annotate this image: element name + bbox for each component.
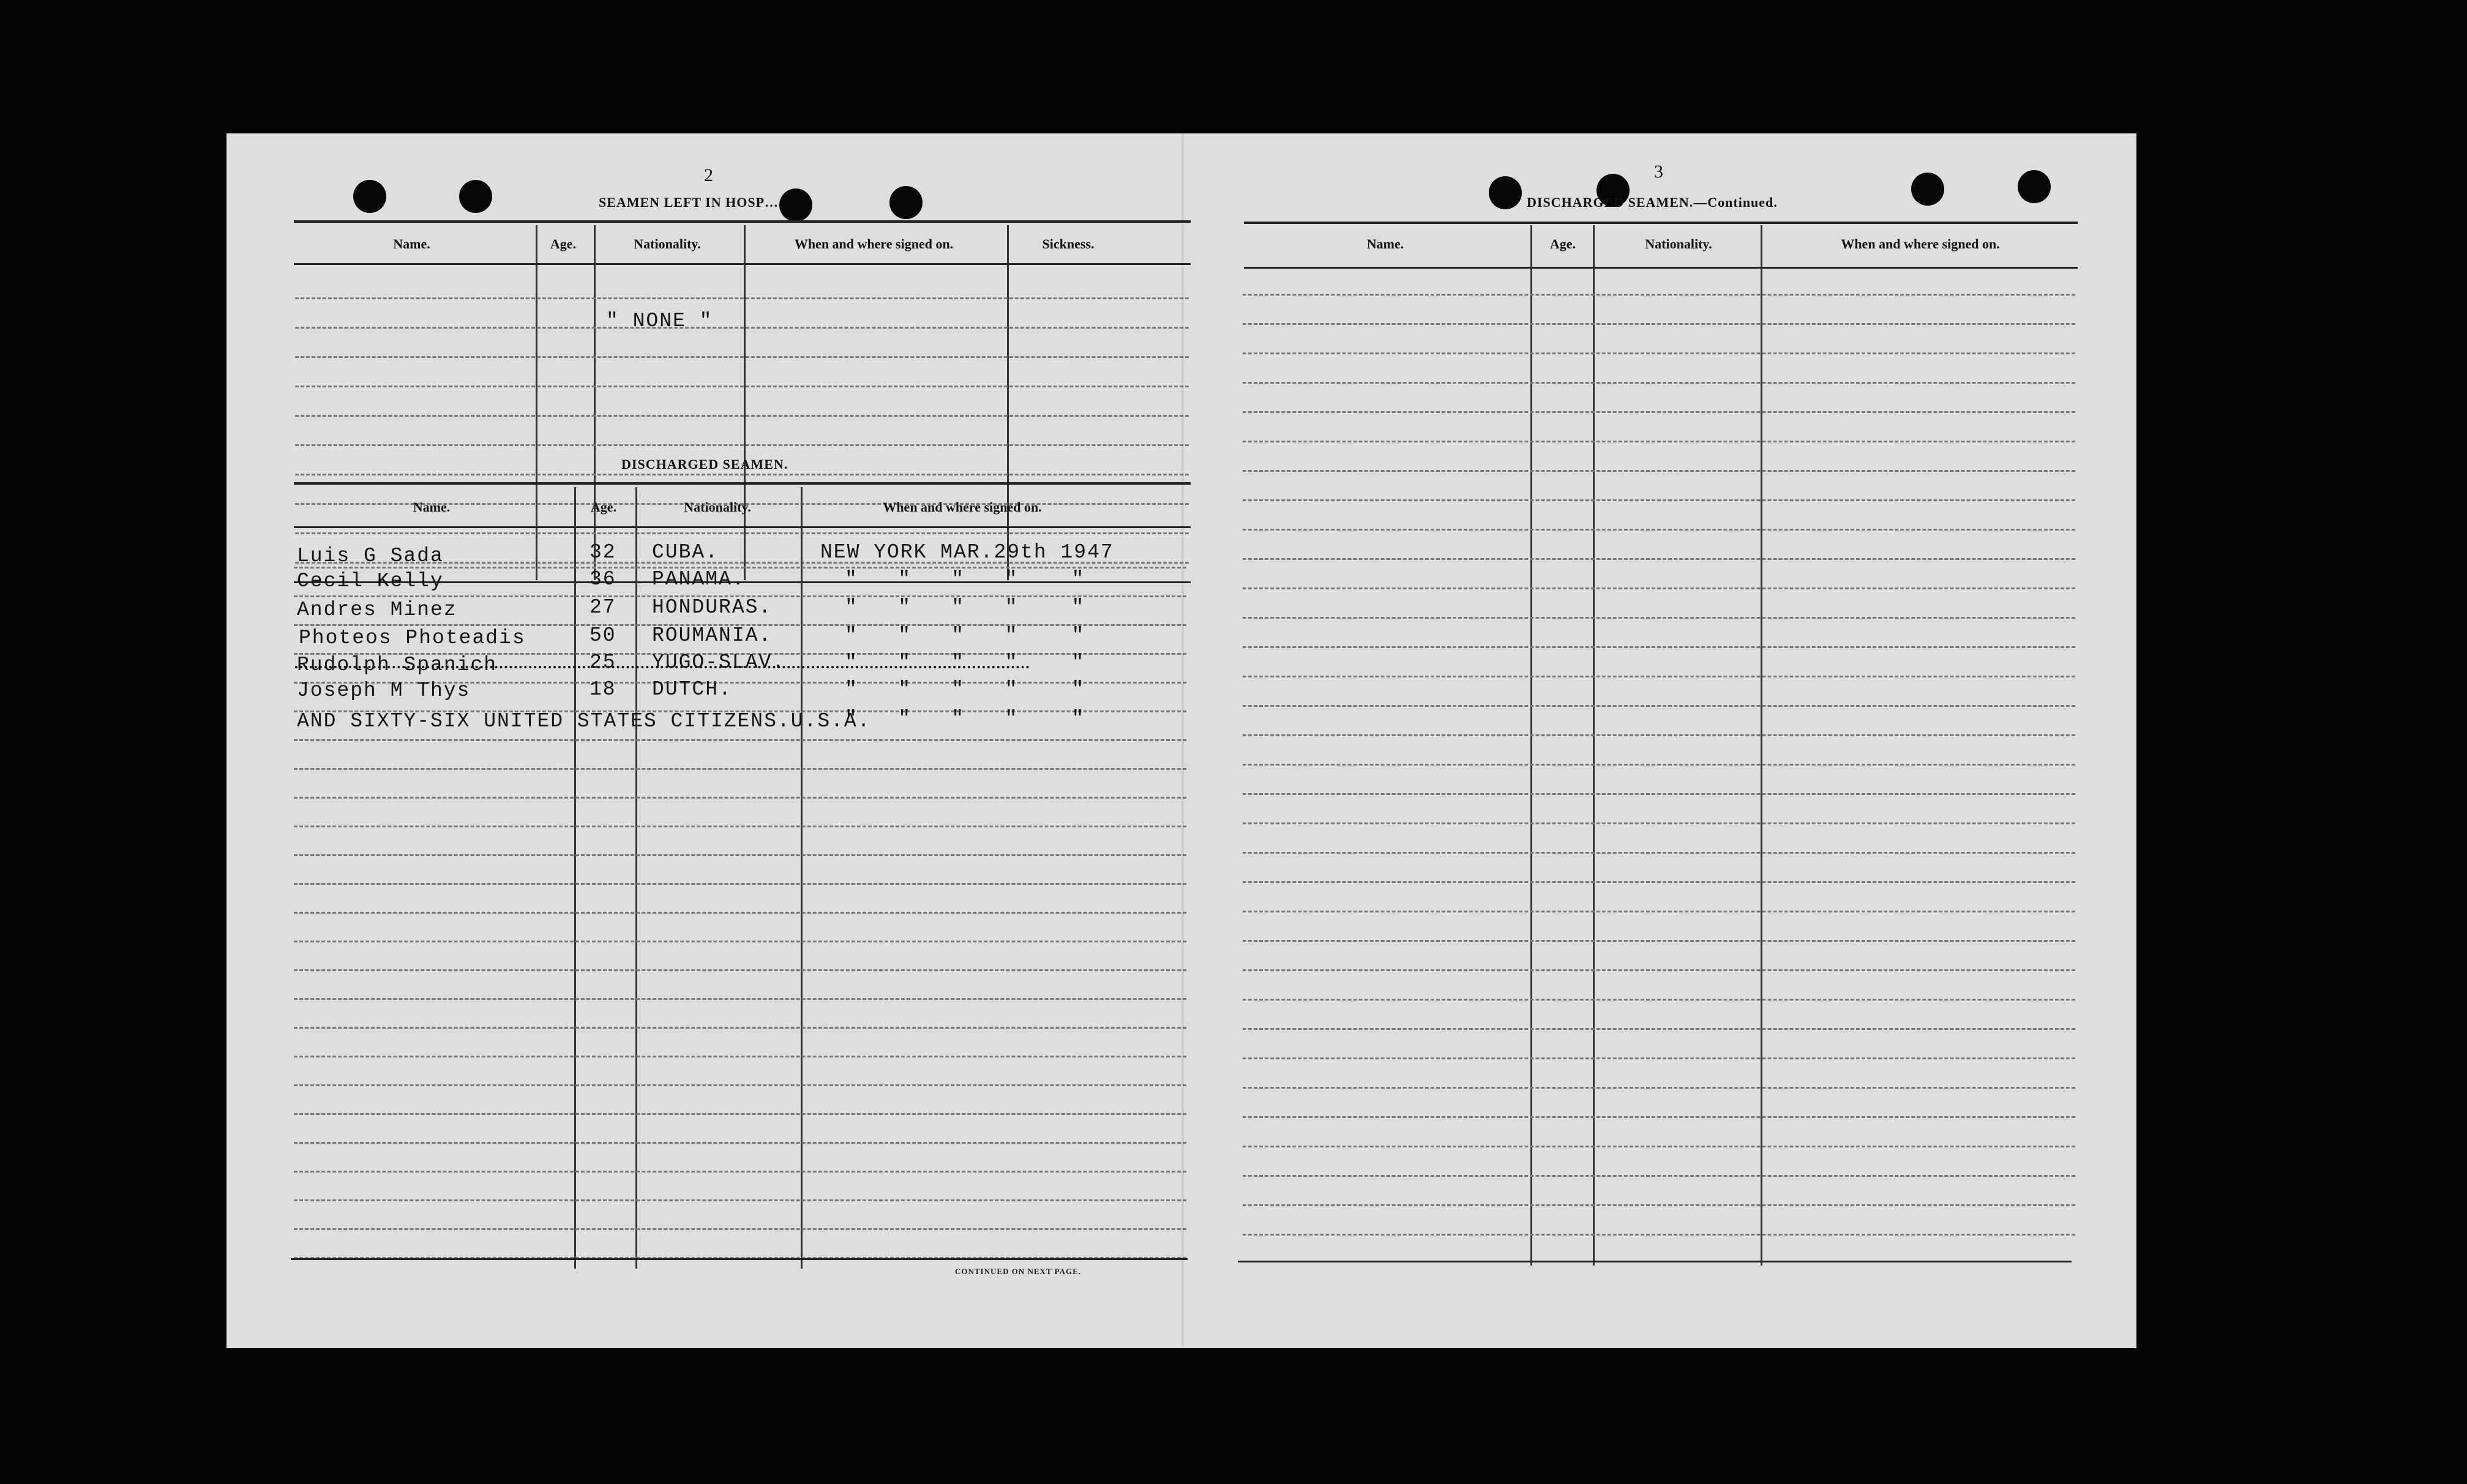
ruled-line	[295, 297, 1189, 299]
ruled-line	[1243, 1028, 2075, 1030]
punch-hole	[779, 188, 812, 222]
col-signed-on: When and where signed on.	[1841, 236, 2000, 252]
discharged-col-divider	[574, 487, 576, 1269]
hospital-none-entry: " NONE "	[606, 310, 713, 332]
ruled-line	[1243, 793, 2075, 795]
ruled-line	[1243, 852, 2075, 854]
punch-hole	[1911, 173, 1944, 206]
hospital-section-title: SEAMEN LEFT IN HOSP…	[599, 195, 779, 210]
ruled-line	[294, 1171, 1186, 1173]
ruled-line	[1243, 822, 2075, 824]
ruled-line	[1243, 764, 2075, 766]
ruled-line	[294, 854, 1186, 856]
seaman-nationality: DUTCH.	[652, 678, 732, 701]
continued-table-top-rule	[1244, 222, 2078, 224]
hospital-table-top-rule	[294, 220, 1191, 223]
document-sheet	[226, 133, 2136, 1348]
col-name: Name.	[1366, 236, 1404, 252]
seaman-name: Rudolph Spanich	[297, 654, 498, 676]
seaman-signed-on: " " " " "	[845, 596, 1085, 619]
ruled-line	[294, 1199, 1186, 1201]
ruled-line	[295, 386, 1189, 387]
col-sickness: Sickness.	[1042, 236, 1095, 252]
ruled-line	[1243, 499, 2075, 501]
seaman-nationality: PANAMA.	[652, 568, 746, 591]
ruled-line	[1243, 617, 2075, 619]
seaman-age: 18	[590, 678, 616, 701]
seaman-age: 36	[590, 568, 616, 591]
ruled-line	[1243, 676, 2075, 677]
continued-footer: CONTINUED ON NEXT PAGE.	[955, 1267, 1081, 1276]
col-nationality: Nationality.	[634, 236, 701, 252]
ruled-line	[1243, 1234, 2075, 1236]
discharged-continued-title: DISCHARGED SEAMEN.—Continued.	[1527, 195, 1778, 210]
ruled-line	[1243, 382, 2075, 384]
col-signed-on: When and where signed on.	[794, 236, 954, 252]
ruled-line	[294, 739, 1186, 741]
ruled-line	[294, 1142, 1186, 1144]
seaman-signed-on: " " " " "	[845, 624, 1085, 647]
col-nationality: Nationality.	[684, 499, 751, 515]
seaman-age: 50	[590, 624, 616, 647]
seaman-name: Andres Minez	[297, 598, 457, 621]
ruled-line	[294, 912, 1186, 914]
ruled-line	[294, 883, 1186, 885]
punch-hole	[353, 180, 386, 213]
col-age: Age.	[550, 236, 577, 252]
ruled-line	[294, 1084, 1186, 1086]
punch-hole	[459, 180, 492, 213]
ruled-line	[295, 444, 1189, 446]
ruled-line	[1243, 881, 2075, 883]
ruled-line	[1243, 999, 2075, 1001]
ruled-line	[294, 998, 1186, 1000]
col-nationality: Nationality.	[1645, 236, 1712, 252]
ruled-line	[1243, 1057, 2075, 1059]
col-signed-on: When and where signed on.	[883, 499, 1042, 515]
ruled-line	[294, 797, 1186, 799]
summary-line: AND SIXTY-SIX UNITED STATES CITIZENS.U.S.A.	[297, 710, 871, 733]
col-age: Age.	[590, 499, 617, 515]
ruled-line	[1243, 705, 2075, 707]
ruled-line	[1243, 470, 2075, 472]
ruled-line	[1243, 1087, 2075, 1089]
seaman-signed-on: NEW YORK MAR.29th 1947	[820, 541, 1114, 564]
continued-col-divider	[1530, 225, 1532, 1266]
ruled-line	[295, 356, 1189, 358]
ruled-line	[295, 327, 1189, 329]
ruled-line	[1243, 441, 2075, 442]
ruled-line	[1243, 969, 2075, 971]
discharged-table-header-rule	[294, 526, 1191, 528]
seaman-signed-on: " " " " "	[845, 568, 1085, 591]
ruled-line	[1243, 587, 2075, 589]
discharged-col-divider	[635, 487, 637, 1269]
discharged-table-bottom-rule	[291, 1258, 1188, 1260]
ruled-line	[294, 1228, 1186, 1230]
discharged-table-top-rule	[294, 482, 1191, 485]
seaman-name: Joseph M Thys	[297, 679, 471, 702]
ruled-line	[294, 826, 1186, 827]
summary-signed-on: " " " " "	[845, 707, 1085, 730]
seaman-nationality: ROUMANIA.	[652, 624, 773, 647]
page-number-right: 3	[1654, 162, 1663, 182]
punch-hole	[889, 186, 923, 219]
continued-col-divider	[1761, 225, 1762, 1266]
seaman-signed-on: " " " " "	[845, 678, 1085, 701]
ruled-line	[295, 532, 1189, 534]
continued-table-header-rule	[1244, 267, 2078, 269]
ruled-line	[294, 1113, 1186, 1115]
seaman-name: Cecil Kelly	[297, 570, 444, 592]
seaman-age: 27	[590, 596, 616, 619]
ruled-line	[1243, 352, 2075, 354]
ruled-line	[294, 1056, 1186, 1057]
seaman-name: Luis G Sada	[297, 545, 444, 567]
ruled-line	[1243, 940, 2075, 942]
continued-col-divider	[1593, 225, 1595, 1266]
page-number-left: 2	[704, 165, 713, 185]
ruled-line	[1243, 1146, 2075, 1147]
ruled-line	[1243, 558, 2075, 560]
ruled-line	[1243, 646, 2075, 648]
ruled-line	[1243, 529, 2075, 531]
ruled-line	[294, 1027, 1186, 1029]
ruled-line	[294, 768, 1186, 770]
punch-hole	[1489, 176, 1522, 209]
seaman-name: Photeos Photeadis	[299, 627, 526, 649]
strike-through-line	[295, 654, 1030, 678]
ruled-line	[1243, 734, 2075, 736]
col-name: Name.	[413, 499, 451, 515]
continued-table-bottom-rule	[1238, 1261, 2072, 1262]
discharged-section-title: DISCHARGED SEAMEN.	[621, 457, 788, 472]
col-name: Name.	[393, 236, 430, 252]
ruled-line	[1243, 1204, 2075, 1206]
discharged-col-divider	[801, 487, 803, 1269]
ruled-line	[294, 969, 1186, 971]
seaman-age: 32	[590, 541, 616, 564]
seaman-signed-on: " " " " "	[845, 651, 1085, 674]
ruled-line	[295, 415, 1189, 417]
col-age: Age.	[1549, 236, 1576, 252]
ruled-line	[1243, 323, 2075, 325]
ruled-line	[1243, 411, 2075, 413]
punch-hole	[2018, 170, 2051, 203]
seaman-age: 25	[590, 651, 616, 674]
ruled-line	[1243, 911, 2075, 912]
ruled-line	[1243, 294, 2075, 296]
seaman-nationality: CUBA.	[652, 541, 719, 564]
ruled-line	[294, 941, 1186, 942]
strike-mark	[295, 666, 1030, 668]
seaman-nationality: YUGO-SLAV.	[652, 651, 786, 674]
ruled-line	[1243, 1116, 2075, 1118]
seaman-nationality: HONDURAS.	[652, 596, 773, 619]
hospital-table-header-rule	[294, 263, 1191, 265]
ruled-line	[295, 474, 1189, 475]
ruled-line	[1243, 1175, 2075, 1177]
